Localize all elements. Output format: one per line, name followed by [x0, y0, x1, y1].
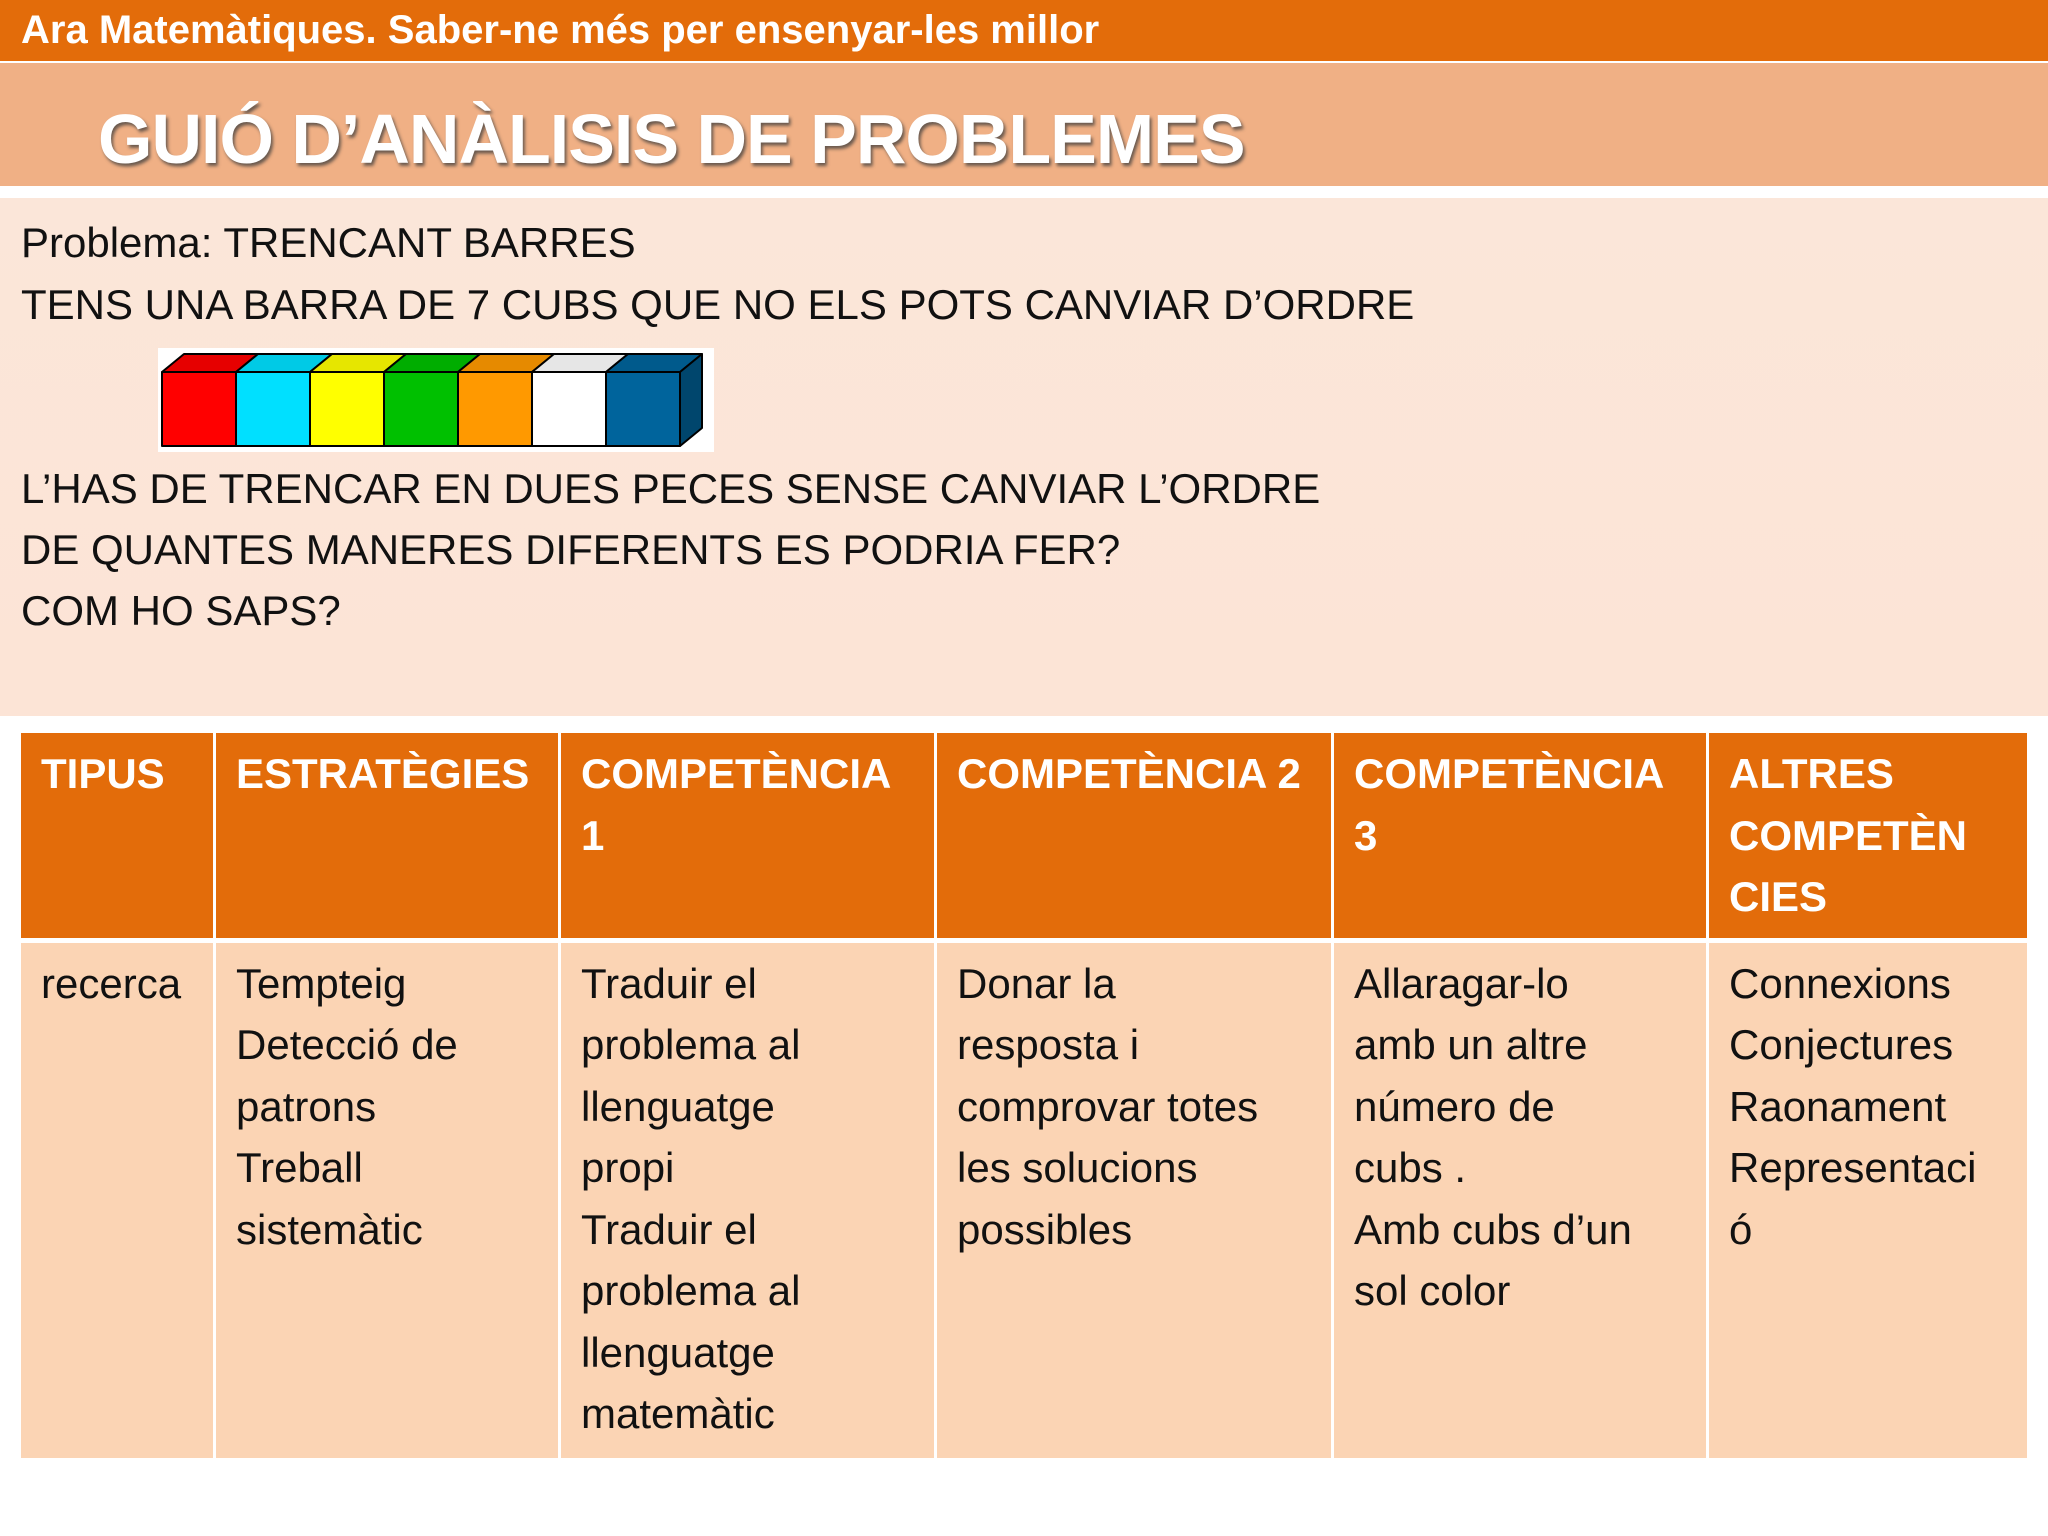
cell-competencia-2: [937, 943, 1334, 1458]
cell-line: Traduir el: [581, 959, 757, 1007]
cell-line: problema al: [581, 1267, 801, 1314]
cell-line: CIES: [1729, 873, 1828, 920]
cell-line: Representaci: [1729, 1144, 1977, 1191]
cell-line: ALTRES: [1729, 750, 1894, 797]
table-row: [21, 943, 2027, 1458]
cube-front-face: [606, 372, 680, 446]
cell-line: TIPUS: [41, 750, 165, 797]
cell-estrategies: [216, 943, 561, 1458]
cell-line: sol color: [1354, 1267, 1511, 1314]
cell-line: matemàtic: [581, 1390, 775, 1437]
cell-line: cubs .: [1354, 1144, 1467, 1191]
cell-line: Allaragar-lo: [1354, 959, 1569, 1007]
cell-line: COMPETÈNCIA: [581, 750, 892, 797]
cell-competencia-1: [561, 943, 937, 1458]
cell-line: Amb cubs d’un: [1354, 1205, 1632, 1253]
cell-line: Detecció de: [236, 1021, 458, 1068]
header-competencia-3: [1334, 733, 1709, 943]
cell-line: possibles: [957, 1205, 1133, 1253]
header-competencia-2: [937, 733, 1334, 943]
cell-line: COMPETÈN: [1729, 811, 1968, 859]
problem-panel: [0, 198, 2048, 716]
cell-line: sistemàtic: [236, 1205, 423, 1253]
page-title: GUIÓ D’ANÀLISIS DE PROBLEMES: [98, 100, 1245, 178]
cell-line: número de: [1354, 1082, 1555, 1130]
problem-statement-line: TENS UNA BARRA DE 7 CUBS QUE NO ELS POTS CANVIAR D’ORDRE: [21, 281, 1415, 328]
cell-altres-competencies: [1709, 943, 2027, 1458]
cell-line: Treball: [236, 1144, 363, 1191]
cell-line: les solucions: [957, 1144, 1198, 1191]
cube-front-face: [532, 372, 606, 446]
table-header-row: [21, 733, 2027, 943]
cell-line: 1: [581, 811, 605, 859]
cube-front-face: [236, 372, 310, 446]
cell-line: 3: [1354, 811, 1378, 859]
cell-line: COMPETÈNCIA 2: [957, 750, 1301, 797]
cell-line: resposta i: [957, 1021, 1140, 1068]
cell-line: Traduir el: [581, 1205, 757, 1253]
cell-line: problema al: [581, 1021, 801, 1068]
cube-front-face: [458, 372, 532, 446]
cell-line: llenguatge: [581, 1328, 775, 1376]
problem-question: DE QUANTES MANERES DIFERENTS ES PODRIA FER?: [21, 526, 1121, 573]
cell-line: Tempteig: [236, 959, 407, 1007]
cell-line: amb un altre: [1354, 1021, 1588, 1068]
cell-line: ESTRATÈGIES: [236, 750, 530, 797]
banner-text: Ara Matemàtiques. Saber-ne més per ensenyar-les millor: [21, 8, 1100, 52]
cube-bar-figure: [158, 348, 714, 452]
cell-line: llenguatge: [581, 1082, 775, 1130]
header-competencia-1: [561, 733, 937, 943]
cell-line: COMPETÈNCIA: [1354, 750, 1665, 797]
cell-line: Donar la: [957, 959, 1116, 1007]
cube-front-face: [162, 372, 236, 446]
cell-line: patrons: [236, 1082, 377, 1130]
problem-title: Problema: TRENCANT BARRES: [21, 219, 636, 266]
cube-front-face: [384, 372, 458, 446]
cube-bar-svg: [158, 348, 714, 452]
analysis-table: [21, 733, 2027, 1458]
cell-line: Raonament: [1729, 1082, 1947, 1130]
header-altres-competencies: [1709, 733, 2027, 943]
cell-line: recerca: [41, 959, 182, 1007]
cell-line: ó: [1729, 1205, 1753, 1253]
cell-line: propi: [581, 1144, 675, 1191]
cell-competencia-3: [1334, 943, 1709, 1458]
cell-line: Conjectures: [1729, 1021, 1954, 1068]
cell-tipus: [21, 943, 216, 1458]
cell-line: comprovar totes: [957, 1082, 1259, 1130]
cell-line: Connexions: [1729, 959, 1951, 1007]
header-estrategies: [216, 733, 561, 943]
problem-question: COM HO SAPS?: [21, 587, 341, 634]
header-tipus: [21, 733, 216, 943]
problem-statement-line: L’HAS DE TRENCAR EN DUES PECES SENSE CANVIAR L’ORDRE: [21, 465, 1321, 512]
cube-front-face: [310, 372, 384, 446]
